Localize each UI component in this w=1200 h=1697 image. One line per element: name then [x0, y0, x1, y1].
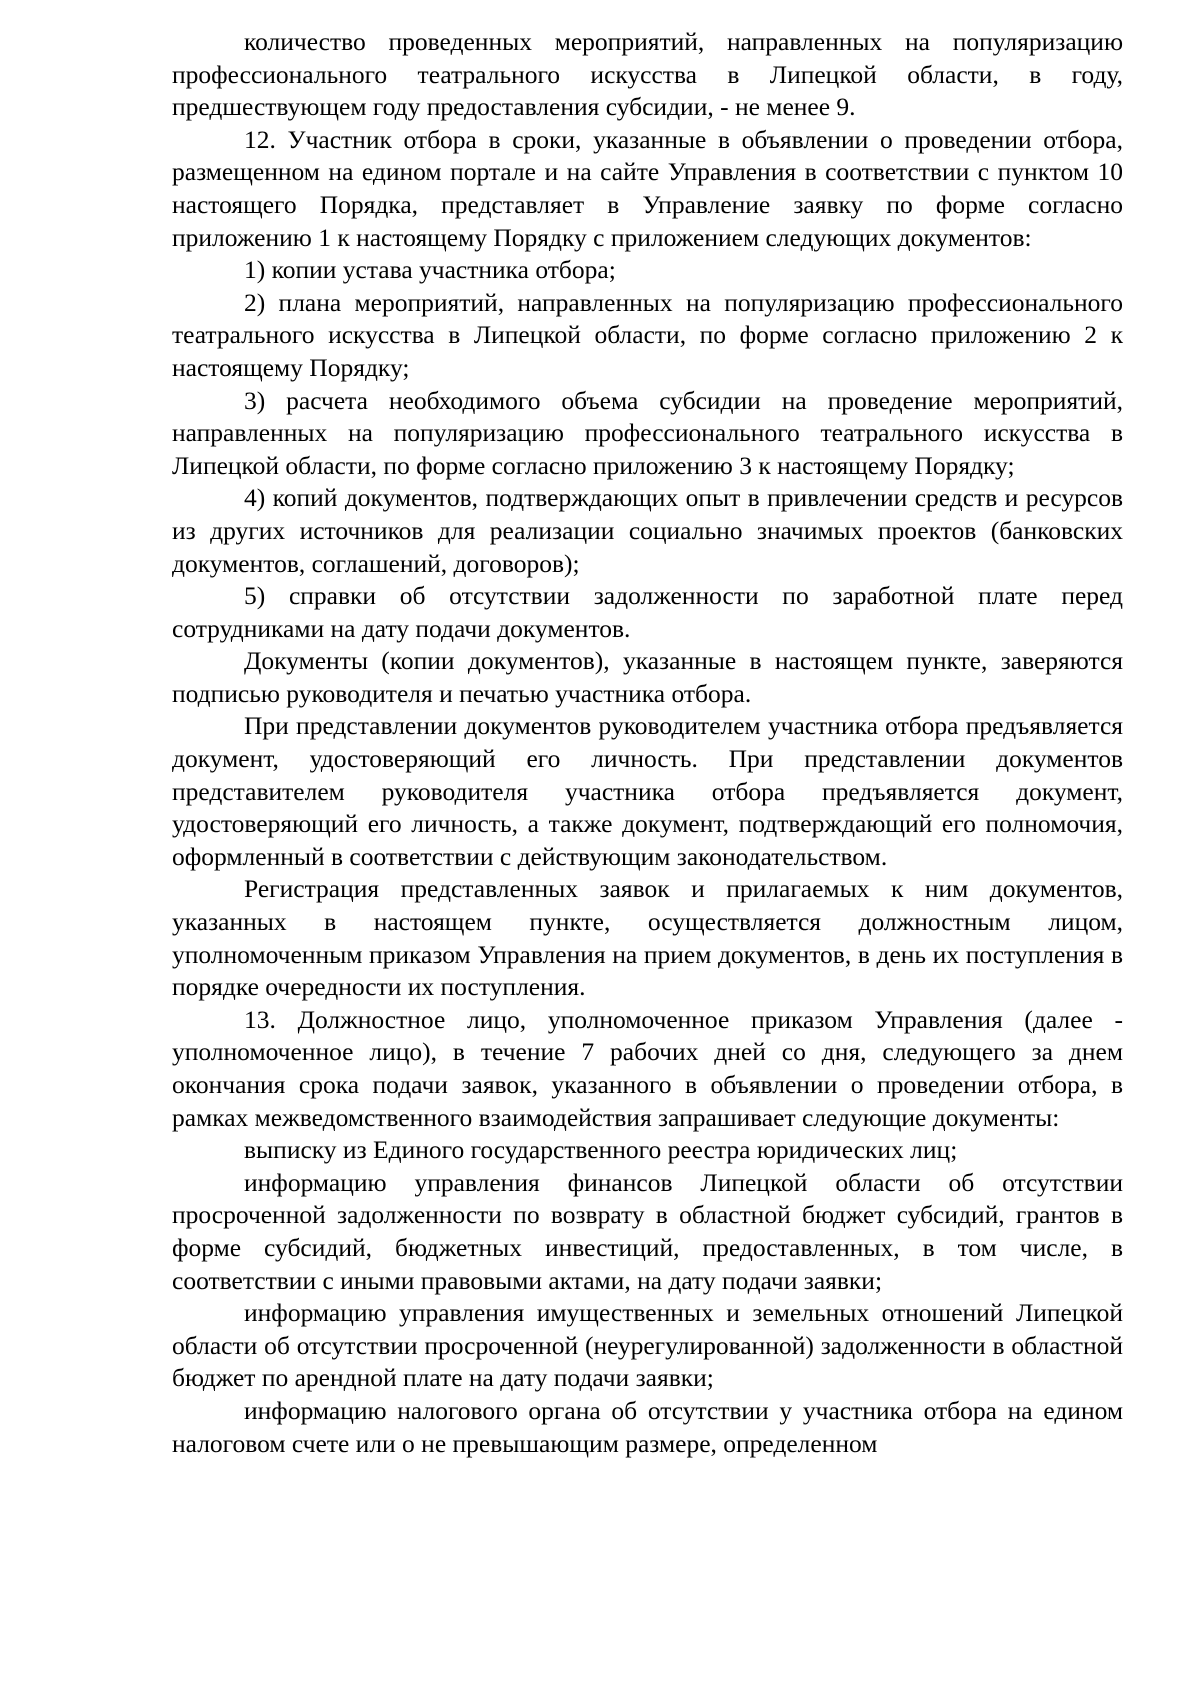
paragraph-criterion-events-count: количество проведенных мероприятий, направленных на популяризацию профессионального театрального искусства в Липецкой области, в году, предшествующем году предоставления субсидии, - не менее 9. [172, 27, 1123, 122]
paragraph-clause-12-item-4: 4) копий документов, подтверждающих опыт в привлечении средств и ресурсов из других источников для реализации социально значимых проектов (банковских документов, соглашений, договоров); [172, 483, 1123, 578]
paragraph-clause-12-certification: Документы (копии документов), указанные в настоящем пункте, заверяются подписью руководителя и печатью участника отбора. [172, 646, 1123, 708]
paragraph-clause-12-identity: При представлении документов руководителем участника отбора предъявляется документ, удостоверяющий его личность. При представлении документов представителем руководителя участника отбора предъявляется документ, удостоверяющий его личность, а также документ, подтверждающий его полномочия, оформленный в соответствии с действующим законодательством. [172, 711, 1123, 871]
paragraph-clause-12-intro: 12. Участник отбора в сроки, указанные в объявлении о проведении отбора, размещенном на едином портале и на сайте Управления в соответствии с пунктом 10 настоящего Порядка, представляет в Управление заявку по форме согласно приложению 1 к настоящему Порядку с приложением следующих документов: [172, 124, 1123, 252]
paragraph-clause-13-egrul: выписку из Единого государственного реестра юридических лиц; [244, 1135, 958, 1165]
paragraph-clause-12-item-3: 3) расчета необходимого объема субсидии на проведение мероприятий, направленных на популяризацию профессионального театрального искусства в Липецкой области, по форме согласно приложению 3 к настоящему Порядку; [172, 385, 1123, 480]
paragraph-clause-13-property-info: информацию управления имущественных и земельных отношений Липецкой области об отсутствии просроченной (неурегулированной) задолженности в областной бюджет по арендной плате на дату подачи заявки; [172, 1298, 1123, 1393]
paragraph-clause-12-item-5: 5) справки об отсутствии задолженности по заработной плате перед сотрудниками на дату подачи документов. [172, 581, 1123, 643]
paragraph-clause-12-item-2: 2) плана мероприятий, направленных на популяризацию профессионального театрального искусства в Липецкой области, по форме согласно приложению 2 к настоящему Порядку; [172, 287, 1123, 382]
paragraph-clause-12-item-1: 1) копии устава участника отбора; [244, 255, 616, 285]
paragraph-clause-13-intro: 13. Должностное лицо, уполномоченное приказом Управления (далее - уполномоченное лицо), в течение 7 рабочих дней со дня, следующего за днем окончания срока подачи заявок, указанного в объявлении о проведении отбора, в рамках межведомственного взаимодействия запрашивает следующие документы: [172, 1004, 1123, 1132]
paragraph-clause-13-finance-info: информацию управления финансов Липецкой области об отсутствии просроченной задолженности по возврату в областной бюджет субсидий, грантов в форме субсидий, бюджетных инвестиций, предоставленных, в том числе, в соответствии с иными правовыми актами, на дату подачи заявки; [172, 1167, 1123, 1295]
paragraph-clause-13-tax-info: информацию налогового органа об отсутствии у участника отбора на едином налоговом счете или о не превышающим размере, определенном [172, 1395, 1123, 1458]
paragraph-clause-12-registration: Регистрация представленных заявок и прилагаемых к ним документов, указанных в настоящем пункте, осуществляется должностным лицом, уполномоченным приказом Управления на прием документов, в день их поступления в порядке очередности их поступления. [172, 874, 1123, 1002]
